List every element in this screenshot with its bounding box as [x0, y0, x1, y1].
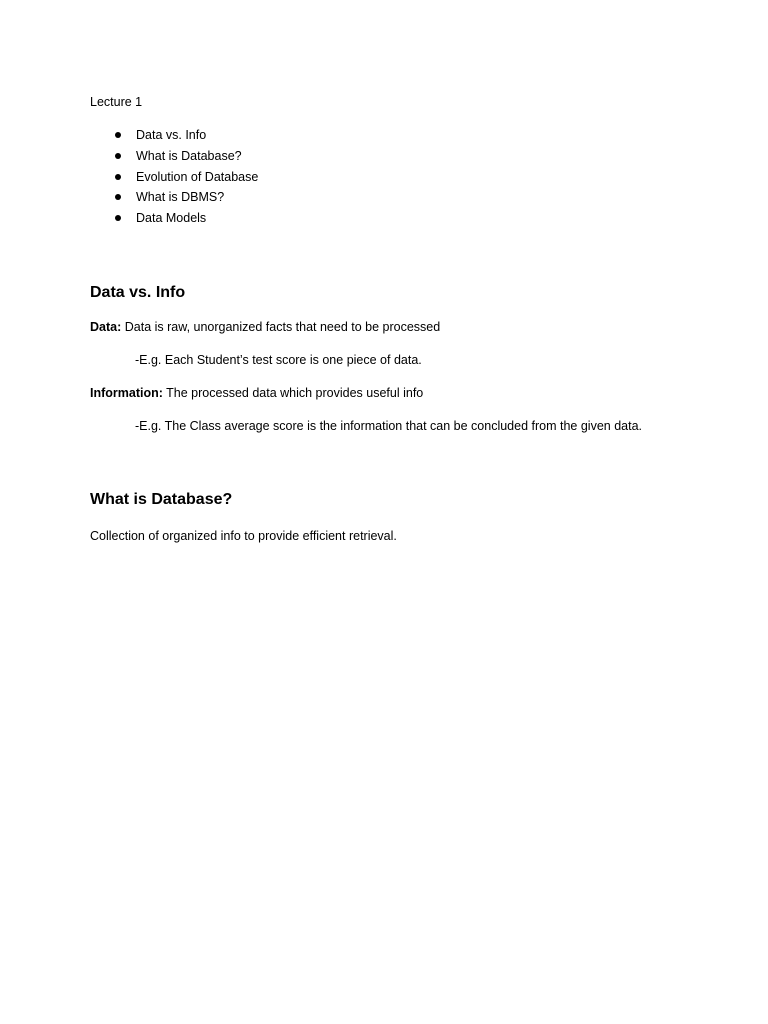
section-heading-data-vs-info: Data vs. Info	[90, 284, 186, 301]
database-definition: Collection of organized info to provide efficient retrieval.	[90, 529, 397, 543]
outline-item	[110, 189, 258, 210]
bullet-icon	[115, 132, 121, 138]
outline-item-label: Data vs. Info	[136, 128, 207, 142]
data-text: Data is raw, unorganized facts that need to be processed	[121, 320, 441, 334]
outline-item	[110, 127, 258, 148]
outline-item	[110, 210, 258, 231]
bullet-icon	[115, 194, 121, 200]
data-label: Data:	[90, 320, 122, 334]
bullet-icon	[115, 153, 121, 159]
outline-item-label: Data Models	[136, 211, 207, 225]
outline-item-label: What is DBMS?	[136, 190, 225, 205]
outline-item-label: Evolution of Database	[136, 169, 259, 184]
information-example: -E.g. The Class average score is the information that can be concluded from the given data.	[135, 419, 642, 433]
outline-item-label: What is Database?	[136, 148, 242, 163]
bullet-icon	[115, 174, 121, 180]
information-definition	[90, 385, 423, 401]
information-label: Information:	[90, 386, 163, 400]
outline-item	[110, 169, 258, 190]
outline-item	[110, 148, 258, 169]
information-text: The processed data which provides useful info	[162, 386, 424, 400]
bullet-icon	[115, 215, 121, 221]
lecture-title: Lecture 1	[90, 95, 143, 109]
outline-list	[110, 127, 258, 231]
section-heading-what-is-database: What is Database?	[90, 491, 233, 508]
data-example: -E.g. Each Student’s test score is one piece of data.	[135, 353, 422, 367]
data-definition	[90, 319, 440, 335]
